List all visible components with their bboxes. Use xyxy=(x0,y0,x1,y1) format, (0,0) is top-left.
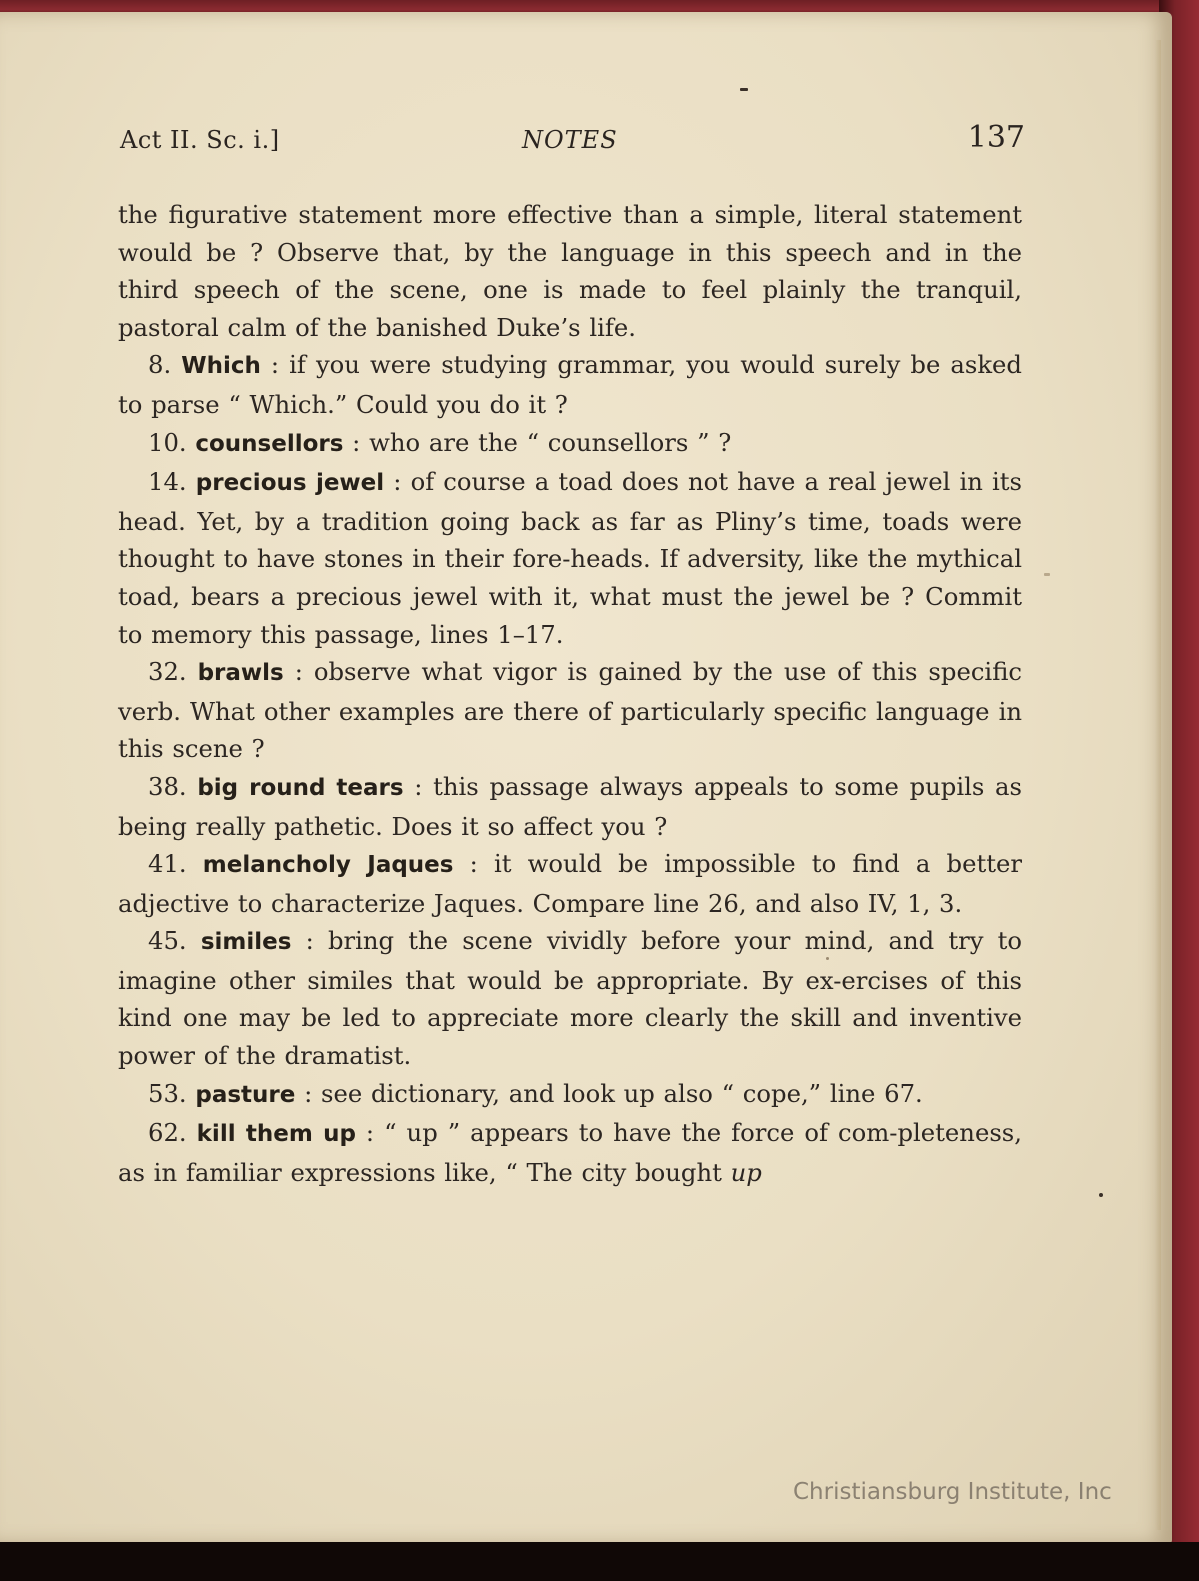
note-text: see dictionary, and look up also “ cope,” line 67. xyxy=(321,1078,923,1108)
note-text: this passage always appeals to some pupils as being really pathetic. Does it so affect you ? xyxy=(118,771,1022,841)
line-number: 62. xyxy=(148,1118,187,1148)
note-paragraph: 62. kill them up : “ up ” appears to have the force of com-pleteness, as in familiar expressions like, “ The city bought up xyxy=(118,1118,1022,1187)
note-paragraph: 38. big round tears : this passage always appeals to some pupils as being really pathetic. Does it so affect you ? xyxy=(118,771,1022,841)
note-text: “ up ” appears to have the force of com-pleteness, as in familiar expressions like, “ The city bought xyxy=(118,1118,1022,1187)
note-lemma: big round tears xyxy=(197,774,404,801)
line-number: 41. xyxy=(148,849,187,879)
note-lemma: counsellors xyxy=(195,430,344,457)
book-cover-bottom xyxy=(0,1542,1199,1581)
line-number: 38. xyxy=(148,771,187,801)
page-edge-shadow xyxy=(1155,40,1161,1530)
print-speck xyxy=(1044,573,1050,576)
intro-paragraph: the figurative statement more effective than a simple, literal statement would be ? Observe that, by the language in this speech and in the third speech of the scene, one is made to feel plainly the tranquil, pastoral calm of the banished Duke’s life. xyxy=(118,200,1022,342)
line-number: 45. xyxy=(148,926,187,956)
note-paragraph: 53. pasture : see dictionary, and look up also “ cope,” line 67. xyxy=(148,1078,923,1108)
note-text: if you were studying grammar, you would surely be asked to parse “ Which.” Could you do it ? xyxy=(118,350,1022,419)
note-paragraph: 10. counsellors : who are the “ counsellors ” ? xyxy=(148,427,732,457)
note-lemma: Which xyxy=(181,353,261,380)
note-text: observe what vigor is gained by the use of this specific verb. What other examples are there of particularly specific language in this scene ? xyxy=(118,657,1023,764)
note-lemma: pasture xyxy=(195,1081,296,1108)
line-number: 53. xyxy=(148,1078,187,1108)
italic-word: up xyxy=(730,1157,762,1187)
notes-body xyxy=(118,196,1022,1191)
note-paragraph: 32. brawls : observe what vigor is gained by the use of this specific verb. What other examples are there of particularly specific language in this scene ? xyxy=(118,657,1023,764)
note-paragraph: 14. precious jewel : of course a toad does not have a real jewel in its head. Yet, by a tradition going back as far as Pliny’s time, toads were thought to have stones in their fore-heads. If adversity, like the mythical toad, bears a precious jewel with it, what must the jewel be ? Commit to memory this passage, lines 1–17. xyxy=(118,467,1022,649)
section-title: NOTES xyxy=(522,126,618,154)
note-text: who are the “ counsellors ” ? xyxy=(369,427,732,457)
line-number: 32. xyxy=(148,657,187,687)
line-number: 10. xyxy=(148,427,187,457)
watermark-text: Christiansburg Institute, Inc xyxy=(793,1479,1112,1505)
print-speck xyxy=(740,88,748,91)
note-paragraph: 41. melancholy Jaques : it would be impossible to find a better adjective to characterize Jaques. Compare line 26, and also IV, 1, 3. xyxy=(118,849,1022,918)
note-paragraph: 8. Which : if you were studying grammar, you would surely be asked to parse “ Which.” Could you do it ? xyxy=(118,350,1022,419)
note-lemma: precious jewel xyxy=(195,470,385,497)
note-text: of course a toad does not have a real jewel in its head. Yet, by a tradition going back as far as Pliny’s time, toads were thought to have stones in their fore-heads. If adversity, like the mythical toad, bears a precious jewel with it, what must the jewel be ? Commit to memory this passage, lines 1–17. xyxy=(118,467,1022,649)
act-scene-label: Act II. Sc. i.] xyxy=(120,126,280,154)
note-lemma: kill them up xyxy=(196,1121,356,1148)
running-head xyxy=(120,118,1025,162)
note-paragraph: 45. similes : bring the scene vividly before your mind, and try to imagine other similes that would be appropriate. By ex-ercises of this kind one may be led to appreciate more clearly the skill and inventive power of the dramatist. xyxy=(118,926,1022,1071)
print-speck xyxy=(1099,1193,1103,1197)
note-text: bring the scene vividly before your mind, and try to imagine other similes that would be appropriate. By ex-ercises of this kind one may be led to appreciate more clearly the skill and inventive power of the dramatist. xyxy=(118,926,1022,1071)
line-number: 14. xyxy=(148,467,187,497)
line-number: 8. xyxy=(148,350,172,380)
note-lemma: melancholy Jaques xyxy=(202,852,454,879)
note-text: it would be impossible to find a better adjective to characterize Jaques. Compare line 26, and also IV, 1, 3. xyxy=(118,849,1022,918)
note-lemma: similes xyxy=(200,929,292,956)
note-lemma: brawls xyxy=(197,660,284,687)
page-number: 137 xyxy=(967,120,1025,155)
